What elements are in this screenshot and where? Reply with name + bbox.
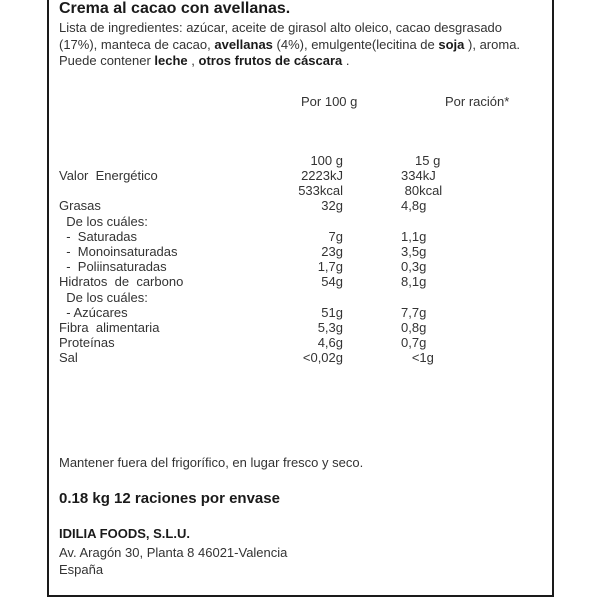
nutrition-row bbox=[59, 259, 539, 274]
address-line-2: España bbox=[59, 562, 104, 577]
value-per-100g: 51g bbox=[321, 304, 343, 320]
value-per-100g: 4,6g bbox=[317, 335, 343, 351]
value-per-serving: 80kcal bbox=[401, 183, 443, 199]
value-per-100g: 100 g bbox=[310, 153, 343, 168]
value-per-100g: <0,02g bbox=[302, 350, 343, 366]
ingredients-text: Puede contener bbox=[59, 53, 155, 68]
value-per-100g: 54g bbox=[321, 274, 343, 290]
nutrition-row bbox=[59, 229, 539, 244]
value-per-serving: <1g bbox=[401, 350, 434, 366]
ingredients-list bbox=[59, 20, 539, 70]
product-title: Crema al cacao con avellanas. bbox=[59, 0, 291, 17]
ingredients-text: ), aroma. bbox=[464, 36, 521, 52]
nutrition-row bbox=[59, 198, 539, 213]
row-label: De los cuáles: bbox=[59, 289, 148, 305]
ingredients-text: (4%), emulgente(lecitina de bbox=[272, 36, 439, 52]
allergen-hazelnut: avellanas bbox=[214, 36, 273, 52]
value-per-serving: 0,3g bbox=[401, 259, 427, 275]
value-per-serving: 3,5g bbox=[401, 244, 427, 259]
nutrition-row bbox=[59, 335, 539, 350]
row-label: Proteínas bbox=[59, 335, 115, 351]
value-per-100g: 32g bbox=[321, 198, 343, 214]
company-name: IDILIA FOODS, S.L.U. bbox=[59, 526, 190, 541]
ingredients-text: , bbox=[187, 53, 199, 68]
storage-instructions: Mantener fuera del frigorífico, en lugar fresco y seco. bbox=[59, 455, 364, 470]
value-per-100g: 2223kJ bbox=[301, 168, 343, 183]
nutrition-row bbox=[59, 274, 539, 289]
row-label: Valor Energético bbox=[59, 168, 158, 183]
value-per-serving: 8,1g bbox=[401, 274, 427, 290]
portion-row bbox=[59, 153, 539, 168]
value-per-100g: 23g bbox=[321, 244, 343, 259]
column-header-per-serving: Por ración* bbox=[445, 94, 510, 109]
value-per-serving: 4,8g bbox=[401, 198, 427, 214]
value-per-100g: 533kcal bbox=[298, 183, 343, 199]
row-label: Sal bbox=[59, 350, 78, 366]
ingredients-line-1: Lista de ingredientes: azúcar, aceite de girasol alto oleico, cacao desgrasado bbox=[59, 20, 503, 35]
nutrition-row bbox=[59, 168, 539, 183]
row-label: Fibra alimentaria bbox=[59, 320, 160, 335]
value-per-100g: 7g bbox=[328, 228, 343, 244]
nutrition-row bbox=[59, 214, 539, 229]
row-label: Hidratos de carbono bbox=[59, 274, 184, 290]
nutrition-row bbox=[59, 183, 539, 198]
value-per-serving: 1,1g bbox=[401, 228, 427, 244]
column-header-per-100g: Por 100 g bbox=[301, 94, 358, 109]
allergen-milk: leche bbox=[154, 53, 188, 68]
row-label: - Saturadas bbox=[59, 228, 138, 244]
value-per-serving: 0,8g bbox=[401, 320, 427, 335]
row-label: Grasas bbox=[59, 198, 101, 214]
value-per-serving: 15 g bbox=[415, 153, 441, 168]
value-per-serving: 334kJ bbox=[401, 168, 436, 183]
allergen-warning bbox=[59, 53, 539, 70]
address-line-1: Av. Aragón 30, Planta 8 46021-Valencia bbox=[59, 545, 288, 560]
nutrition-row bbox=[59, 320, 539, 335]
allergen-soy: soja bbox=[438, 36, 465, 52]
value-per-100g: 1,7g bbox=[317, 259, 343, 275]
value-per-serving: 0,7g bbox=[401, 335, 427, 351]
product-label bbox=[47, 0, 554, 597]
value-per-serving: 7,7g bbox=[401, 304, 427, 320]
row-label: - Poliinsaturadas bbox=[59, 259, 167, 275]
row-label: - Azúcares bbox=[59, 304, 128, 320]
value-per-100g: 5,3g bbox=[317, 320, 343, 335]
row-label: De los cuáles: bbox=[59, 213, 148, 229]
nutrition-row bbox=[59, 305, 539, 320]
allergen-nuts: otros frutos de cáscara bbox=[198, 53, 343, 68]
row-label: - Monoinsaturadas bbox=[59, 244, 178, 259]
nutrition-row bbox=[59, 290, 539, 305]
ingredients-line-2 bbox=[59, 37, 539, 54]
ingredients-text: (17%), manteca de cacao, bbox=[59, 36, 215, 52]
nutrition-row bbox=[59, 244, 539, 259]
company-address bbox=[59, 544, 287, 578]
ingredients-text: . bbox=[342, 53, 350, 68]
nutrition-row bbox=[59, 350, 539, 365]
net-content: 0.18 kg 12 raciones por envase bbox=[59, 490, 280, 507]
